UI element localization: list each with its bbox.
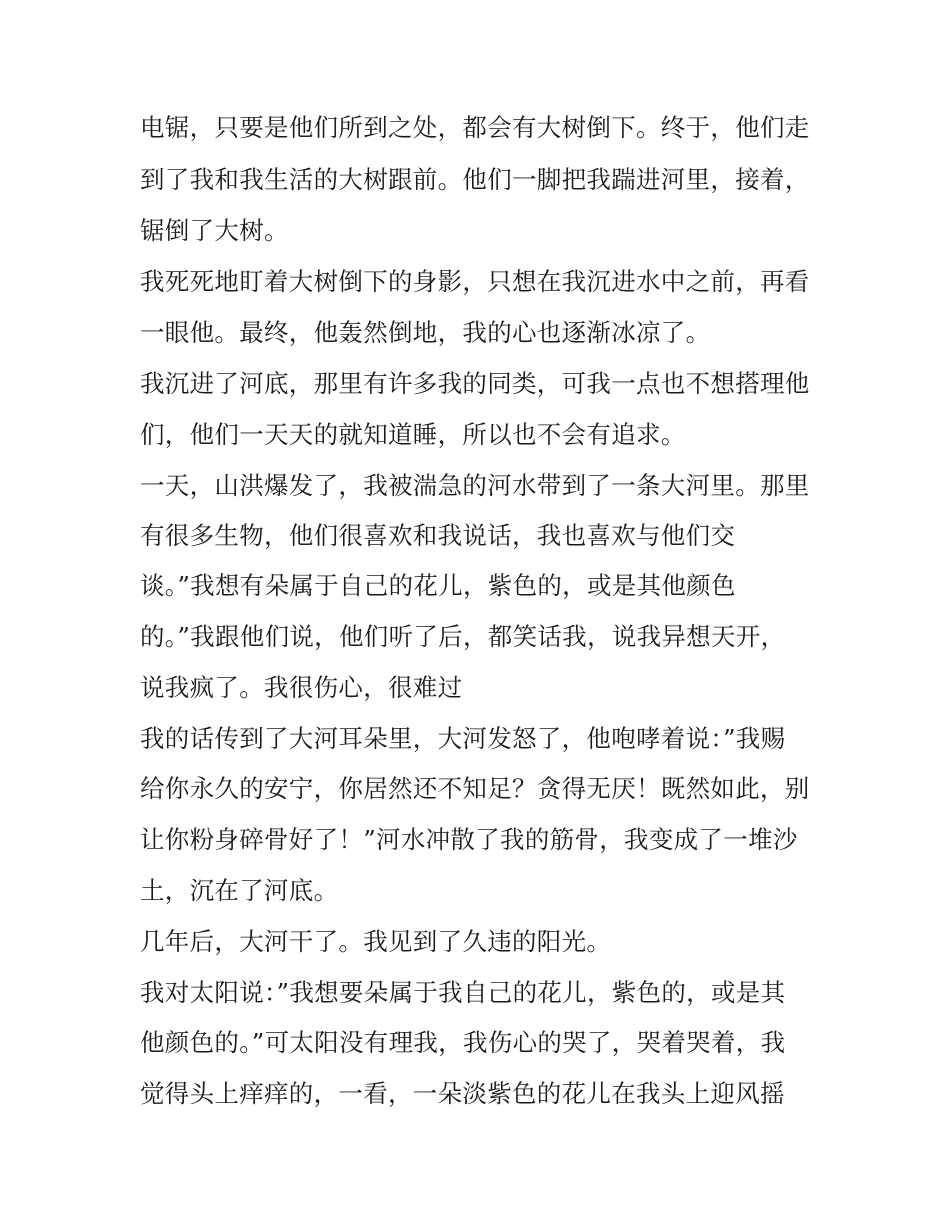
text-line: 们，他们一天天的就知道睡，所以也不会有追求。 [140,420,686,449]
text-line: 觉得头上痒痒的，一看，一朵淡紫色的花儿在我头上迎风摇 [140,1079,785,1108]
text-line: 谈。”我想有朵属于自己的花儿，紫色的，或是其他颜色 [140,571,736,600]
text-line: 锯倒了大树。 [140,216,289,245]
text-line: 说我疯了。我很伤心，很难过 [140,673,463,702]
text-line: 电锯，只要是他们所到之处，都会有大树倒下。终于，他们走 [140,113,810,142]
text-line: 几年后，大河干了。我见到了久违的阳光。 [140,927,612,956]
text-line: 一天，山洪爆发了，我被湍急的河水带到了一条大河里。那里 [140,471,810,500]
text-line: 一眼他。最终，他轰然倒地，我的心也逐渐冰凉了。 [140,318,711,347]
text-line: 我沉进了河底，那里有许多我的同类，可我一点也不想搭理他 [140,369,810,398]
text-line: 的。”我跟他们说，他们听了后，都笑话我，说我异想天开， [140,622,786,651]
text-line: 我的话传到了大河耳朵里，大河发怒了，他咆哮着说：”我赐 [140,724,786,753]
text-line: 土，沉在了河底。 [140,876,339,905]
text-line: 我对太阳说：”我想要朵属于我自己的花儿，紫色的，或是其 [140,978,786,1007]
text-line: 到了我和我生活的大树跟前。他们一脚把我踹进河里，接着， [140,165,810,194]
text-line: 给你永久的安宁，你居然还不知足？贪得无厌！既然如此，别 [140,774,810,803]
text-line: 有很多生物，他们很喜欢和我说话，我也喜欢与他们交 [140,521,736,550]
text-line: 我死死地盯着大树倒下的身影，只想在我沉进水中之前，再看 [140,267,810,296]
text-line: 他颜色的。”可太阳没有理我，我伤心的哭了，哭着哭着，我 [140,1028,786,1057]
text-line: 让你粉身碎骨好了！”河水冲散了我的筋骨，我变成了一堆沙 [140,825,798,854]
